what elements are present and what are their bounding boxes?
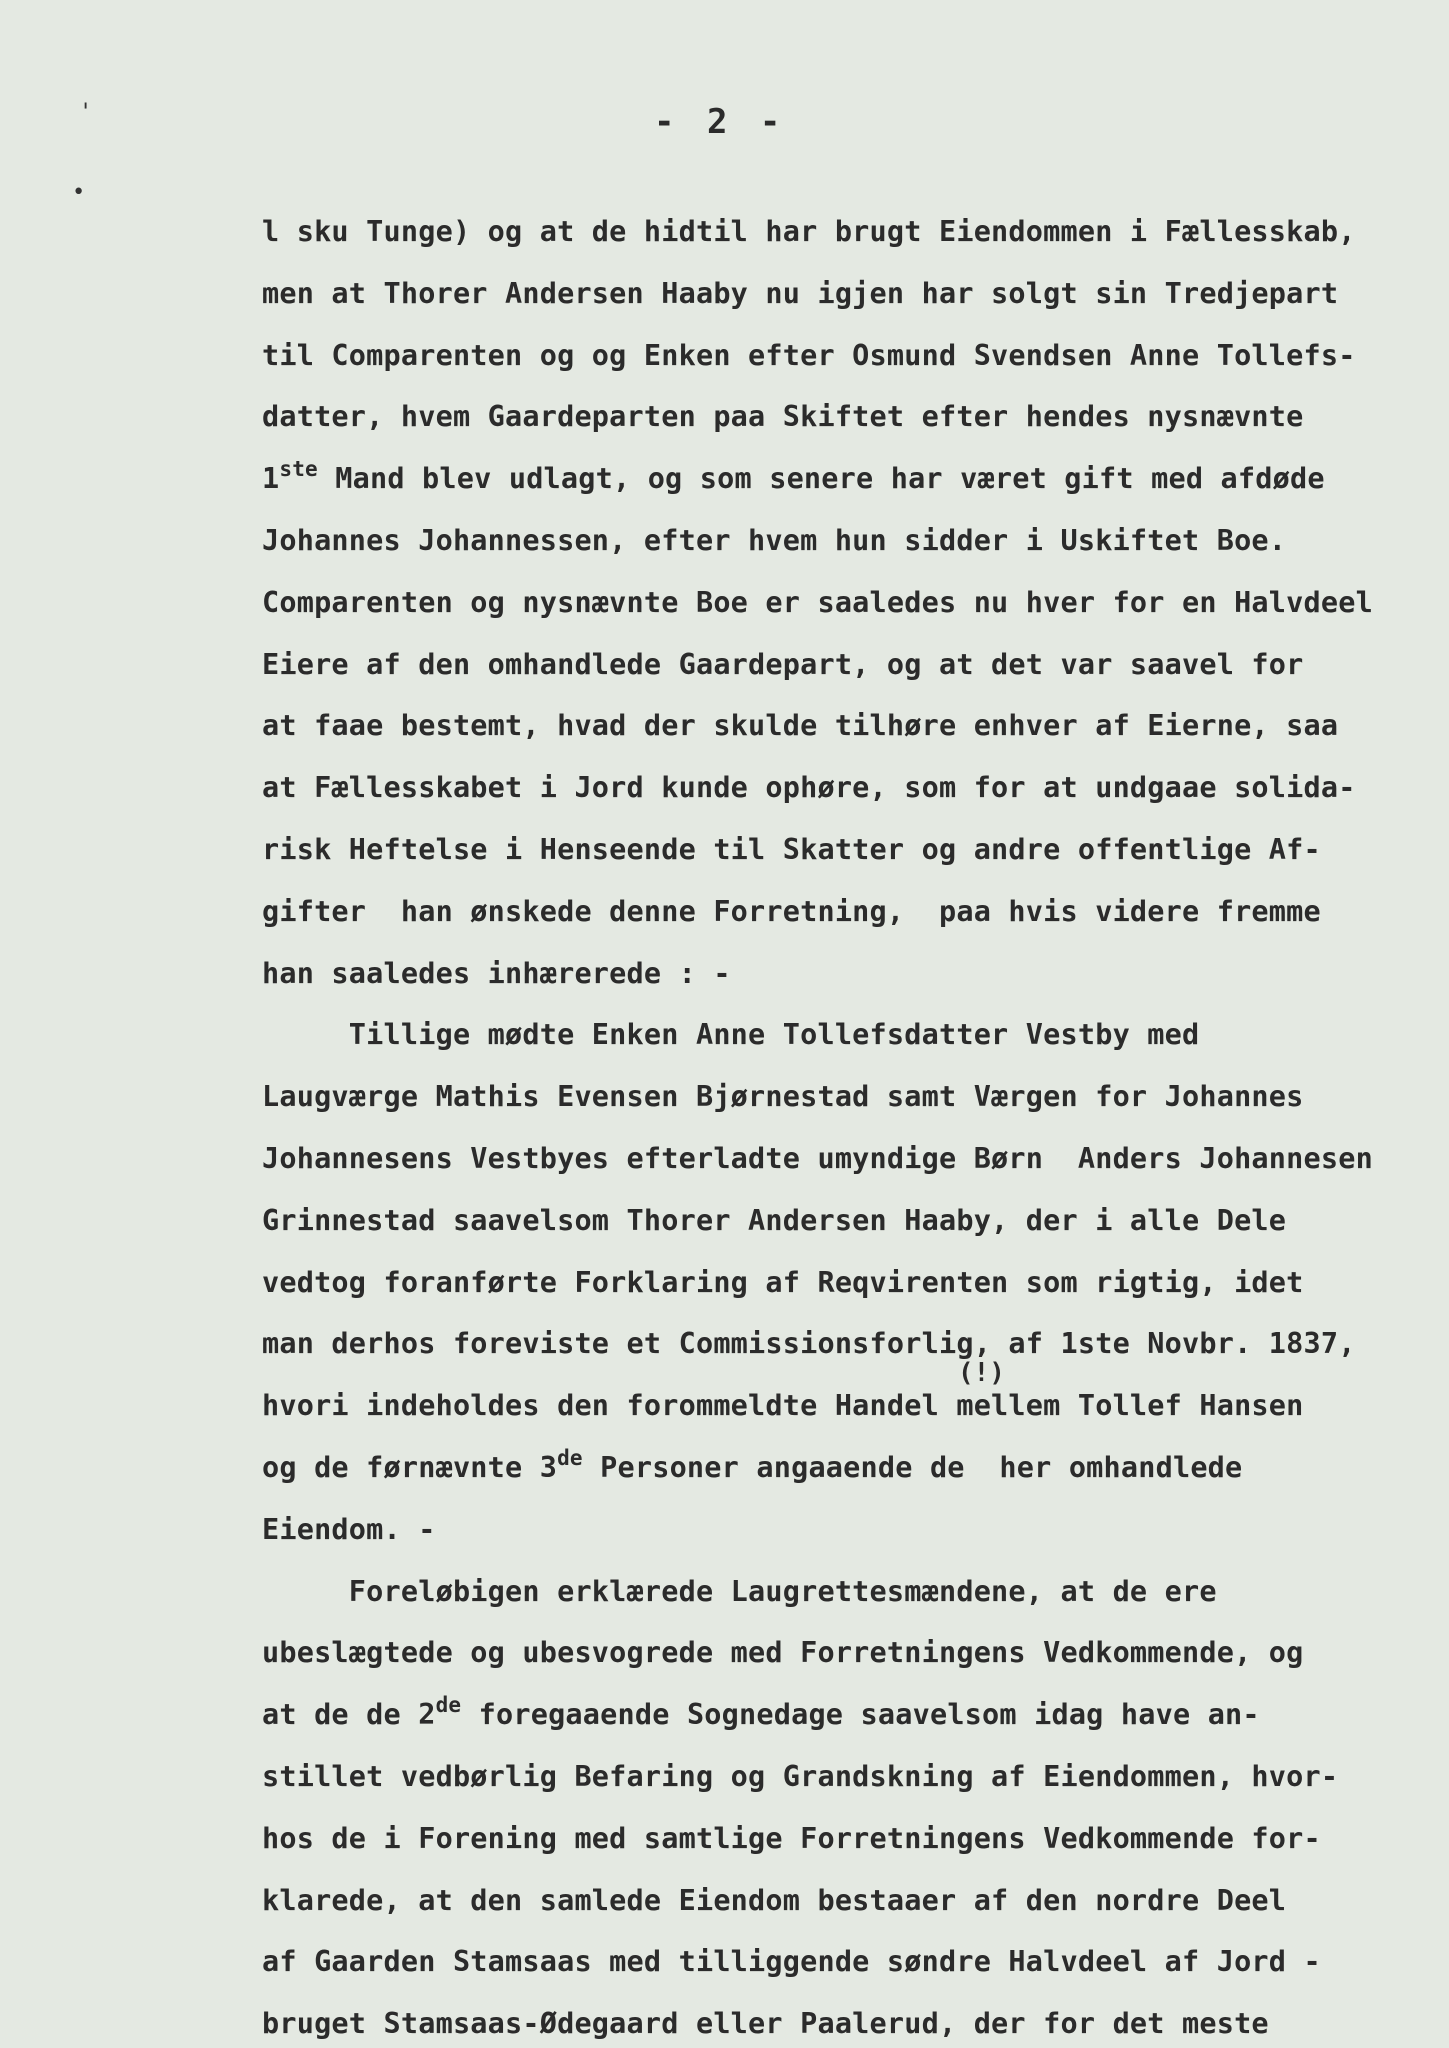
- text-line: [262, 400, 1304, 433]
- text-line: [262, 1327, 1356, 1360]
- text-line: [262, 1513, 436, 1546]
- line-text: man derhos foreviste et Commissionsforlig, af 1ste Novbr. 1837,: [262, 1327, 1356, 1361]
- text-line: [262, 586, 1373, 619]
- line-text: Johannes Johannessen, efter hvem hun sidder i Uskiftet Boe.: [262, 524, 1287, 557]
- line-text: foregaaende Sognedage saavelsom idag have an-: [461, 1698, 1260, 1732]
- line-prefix: og de førnævnte 3: [262, 1451, 558, 1484]
- line-text: hvori indeholdes den forommeldte Handel mellem Tollef Hansen: [262, 1389, 1304, 1423]
- text-line: [262, 524, 1286, 557]
- superscript: de: [435, 1693, 462, 1718]
- line-text: l sku Tunge) og at de hidtil har brugt Eiendommen i Fællesskab,: [262, 215, 1356, 248]
- text-line: [262, 1204, 1286, 1237]
- text-line: [262, 1080, 1304, 1113]
- text-line: [262, 277, 1338, 310]
- annotation-exclamation: (!): [958, 1358, 1005, 1388]
- line-text: vedtog foranførte Forklaring af Reqvirenten som rigtig, idet: [262, 1265, 1304, 1299]
- text-line: [262, 1636, 1304, 1669]
- line-prefix: 1: [262, 462, 280, 496]
- text-line: [262, 833, 1321, 866]
- text-line: [262, 1945, 1321, 1978]
- line-text: Personer angaaende de her omhandlede: [582, 1451, 1243, 1484]
- line-text: hos de i Forening med samtlige Forretningens Vedkommende for-: [262, 1821, 1321, 1855]
- line-text: datter, hvem Gaardeparten paa Skiftet efter hendes nysnævnte: [262, 400, 1304, 434]
- text-line: [262, 1760, 1338, 1793]
- line-prefix: at de de 2: [262, 1698, 436, 1732]
- line-text: stillet vedbørlig Befaring og Grandskning af Eiendommen, hvor-: [262, 1760, 1339, 1793]
- line-text: gifter han ønskede denne Forretning, paa hvis videre fremme: [262, 894, 1321, 928]
- text-line: [262, 895, 1321, 928]
- text-line: [262, 648, 1304, 681]
- page-number: - 2 -: [654, 102, 787, 142]
- text-line: [262, 1389, 1304, 1422]
- text-line: [262, 957, 731, 990]
- text-line: [262, 1018, 1199, 1051]
- line-text: Eiere af den omhandlede Gaardepart, og at det var saavel for: [262, 647, 1304, 681]
- line-text: Johannesens Vestbyes efterladte umyndige Børn Anders Johannesen: [262, 1142, 1373, 1175]
- line-text: han saaledes inhærerede : -: [262, 956, 731, 990]
- line-text: at Fællesskabet i Jord kunde ophøre, som for at undgaae solida-: [262, 771, 1356, 805]
- line-text: af Gaarden Stamsaas med tilliggende søndre Halvdeel af Jord -: [262, 1945, 1321, 1979]
- line-text: bruget Stamsaas-Ødegaard eller Paalerud, der for det meste: [262, 2007, 1269, 2041]
- text-line: [262, 1575, 1217, 1608]
- line-text: Foreløbigen erklærede Laugrettesmændene, at de ere: [262, 1574, 1217, 1608]
- margin-mark-bullet: •: [72, 180, 86, 205]
- line-text: Comparenten og nysnævnte Boe er saaledes nu hver for en Halvdeel: [262, 585, 1373, 619]
- text-line: [262, 457, 1325, 496]
- line-text: at faae bestemt, hvad der skulde tilhøre enhver af Eierne, saa: [262, 709, 1339, 743]
- line-text: Grinnestad saavelsom Thorer Andersen Haaby, der i alle Dele: [262, 1203, 1287, 1237]
- line-text: til Comparenten og og Enken efter Osmund Svendsen Anne Tollefs-: [262, 338, 1356, 372]
- line-text: Eiendom. -: [262, 1512, 436, 1546]
- line-text: Laugværge Mathis Evensen Bjørnestad samt Værgen for Johannes: [262, 1080, 1304, 1114]
- text-line: [262, 1822, 1321, 1855]
- text-line: [262, 1693, 1260, 1732]
- text-line: [262, 1142, 1373, 1175]
- line-text: ubeslægtede og ubesvogrede med Forretningens Vedkommende, og: [262, 1636, 1304, 1670]
- text-line: [262, 215, 1356, 248]
- text-line: [262, 339, 1356, 372]
- line-text: klarede, at den samlede Eiendom bestaaer af den nordre Deel: [262, 1883, 1287, 1917]
- line-text: Tillige mødte Enken Anne Tollefsdatter Vestby med: [262, 1018, 1200, 1052]
- text-line: [262, 1884, 1286, 1917]
- margin-mark-top: ': [79, 100, 93, 125]
- text-line: [262, 709, 1338, 742]
- text-line: [262, 1266, 1304, 1299]
- line-text: Mand blev udlagt, og som senere har været gift med afdøde: [317, 462, 1325, 496]
- superscript: de: [557, 1446, 583, 1470]
- text-line: [262, 2007, 1269, 2040]
- line-text: men at Thorer Andersen Haaby nu igjen har solgt sin Tredjepart: [262, 276, 1339, 310]
- text-line: [262, 1446, 1243, 1484]
- text-line: [262, 771, 1356, 804]
- line-text: risk Heftelse i Henseende til Skatter og andre offentlige Af-: [262, 833, 1321, 866]
- superscript: ste: [279, 457, 318, 482]
